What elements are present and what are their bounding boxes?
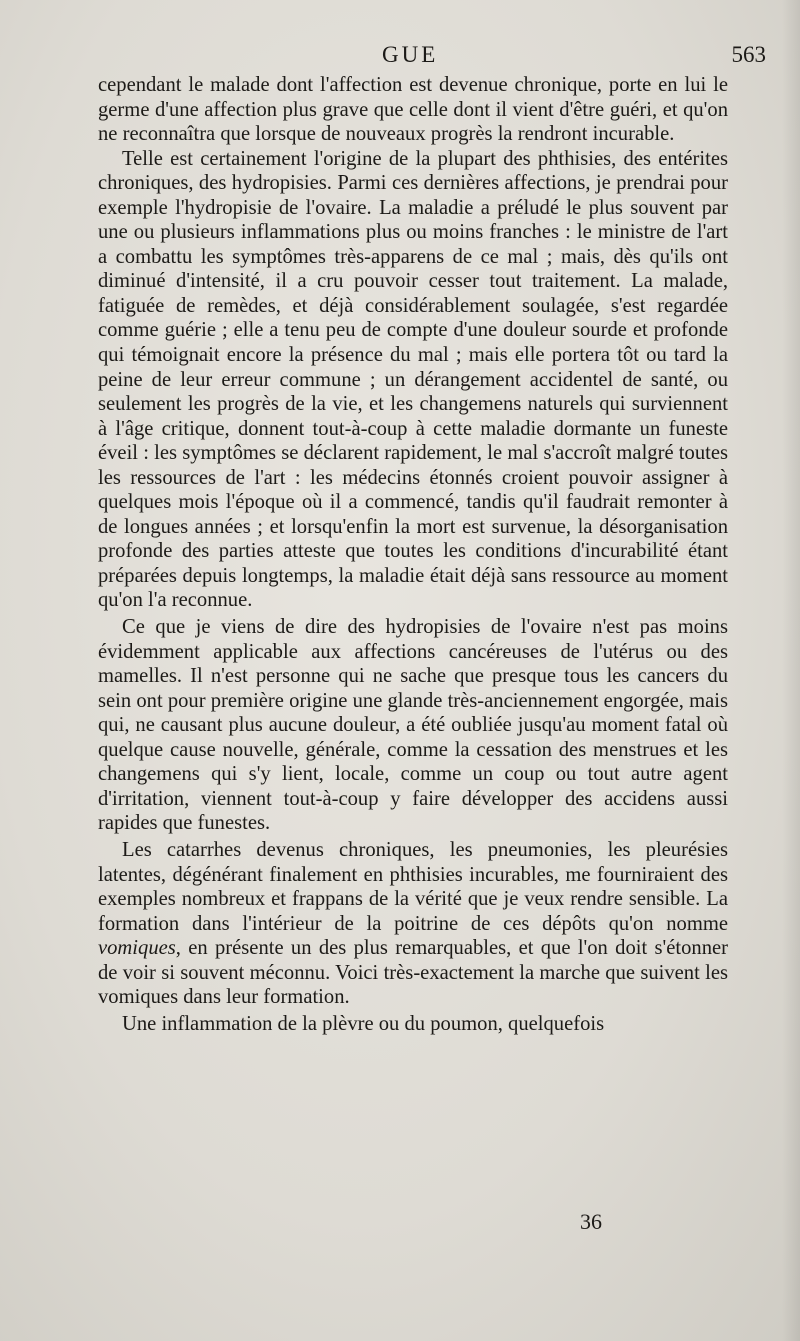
page-header (0, 42, 800, 74)
paragraph-continuation: cependant le malade dont l'affection est devenue chronique, porte en lui le germe d'une affection plus grave que celle dont il vient d'être guéri, et qu'on ne reconnaîtra que lorsque de nouveaux progrès la rendront incurable. (98, 74, 728, 146)
signature-mark: 36 (580, 1209, 602, 1234)
paragraph-text-part: Les catarrhes devenus chroniques, les pneumonies, les pleurésies latentes, dégénérant finalement en phthisies incurables, me fourniraient des exemples nombreux et frappans de la vérité que je veux rendre sensible. La formation dans l'intérieur de la poitrine de ces dépôts qu'on nomme (98, 838, 728, 935)
page-edge-shadow (782, 0, 800, 1341)
paragraph-inflammation: Une inflammation de la plèvre ou du poumon, quelquefois (122, 1012, 605, 1035)
italic-term: vomiques (98, 937, 176, 960)
paragraph-text-part: , en présente un des plus remarquables, et que l'on doit s'étonner de voir si souvent méconnu. Voici très-exactement la marche que suivent les vomiques dans leur formation. (98, 937, 728, 1009)
paragraph-cancerous-affections: Ce que je viens de dire des hydropisies de l'ovaire n'est pas moins évidemment applicable aux affections cancéreuses de l'utérus ou des mamelles. Il n'est personne qui ne sache que presque tous les cancers du sein ont pour première origine une glande très-anciennement engorgée, mais qui, ne causant plus aucune douleur, a été oubliée jusqu'au moment fatal où quelque cause nouvelle, générale, comme la cessation des menstrues et les changemens qui s'y lient, locale, comme un coup ou tout autre agent d'irritation, viennent tout-à-coup y faire développer des accidens aussi rapides que funestes. (98, 616, 728, 835)
paragraph-catarrhs-vomiques (98, 838, 728, 1010)
page-number: 563 (731, 42, 766, 67)
body-text (98, 73, 728, 1036)
paragraph-origin-of-chronic-diseases: Telle est certainement l'origine de la plupart des phthisies, des entérites chroniques, des hydropisies. Parmi ces dernières affections, je prendrai pour exemple l'hydropisie de l'ovaire. La maladie a préludé le plus souvent par une ou plusieurs inflammations plus ou moins franches : le ministre de l'art a combattu les symptômes très-apparens de ce mal ; mais, dès qu'ils ont diminué d'intensité, il a cru pouvoir cesser tout traitement. La malade, fatiguée de remèdes, et déjà considérablement soulagée, s'est regardée comme guérie ; elle a tenu peu de compte d'une douleur sourde et profonde qui témoignait encore la présence du mal ; mais elle portera tôt ou tard la peine de leur erreur commune ; un dérangement accidentel de santé, ou seulement les progrès de la vie, et les changemens naturels qui surviennent à l'âge critique, donnent tout-à-coup à cette maladie dormante un funeste éveil : les symptômes se déclarent rapidement, le mal s'accroît malgré toutes les ressources de l'art : les médecins étonnés croient pouvoir assigner à quelques mois l'époque où il a commencé, tandis qu'il faudrait remonter à de longues années ; et lorsqu'enfin la mort est survenue, la désorganisation profonde des parties atteste que toutes les conditions d'incurabilité étant préparées depuis longtemps, la maladie était déjà sans ressource au moment qu'on l'a reconnue. (98, 147, 728, 612)
running-head: GUE (382, 42, 439, 67)
